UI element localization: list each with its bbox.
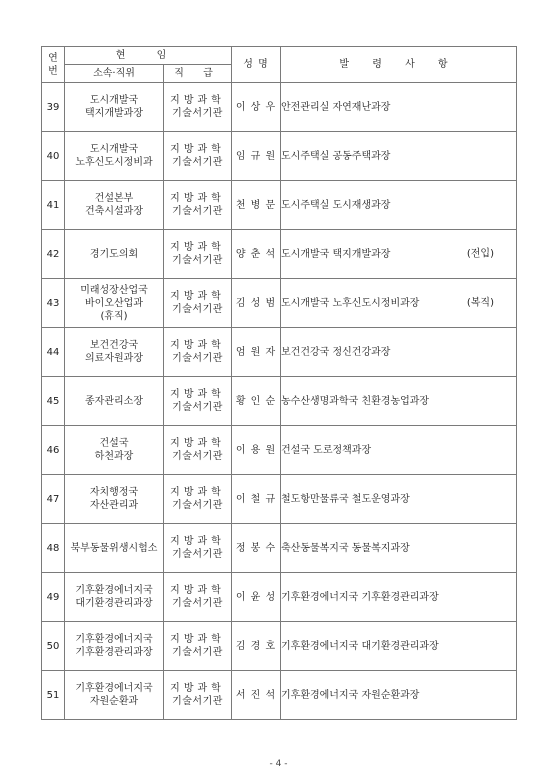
current-department: 종자관리소장 [65,377,164,426]
current-department: 도시개발국 노후신도시정비과 [65,132,164,181]
serial-number: 47 [42,475,65,524]
current-grade [164,230,232,279]
current-department: 건설본부 건축시설과장 [65,181,164,230]
table-header-row [42,47,517,65]
serial-number: 45 [42,377,65,426]
order-text: 기후환경에너지국 대기환경관리과장 [281,640,439,652]
grade-line-1: 지방과학 [170,487,225,498]
grade-line-2: 기술서기관 [172,108,223,119]
order-text: 기후환경에너지국 자원순환과장 [281,689,420,701]
person-name: 천 병 문 [232,181,281,230]
grade-line-2: 기술서기관 [172,598,223,609]
current-department: 미래성장산업국 바이오산업과 (휴직) [65,279,164,328]
appointment-order [281,377,517,426]
table-row [42,132,517,181]
current-department: 기후환경에너지국 대기환경관리과장 [65,573,164,622]
appointment-order [281,426,517,475]
person-name: 이 윤 성 [232,573,281,622]
grade-line-1: 지방과학 [170,95,225,106]
grade-line-2: 기술서기관 [172,549,223,560]
person-name: 이 철 규 [232,475,281,524]
current-grade [164,573,232,622]
header-grade: 직 급 [164,65,232,83]
appointment-order [281,230,517,279]
order-text: 도시주택실 공동주택과장 [281,150,391,162]
current-department: 보건건강국 의료자원과장 [65,328,164,377]
grade-line-2: 기술서기관 [172,451,223,462]
current-grade [164,524,232,573]
appointment-order [281,328,517,377]
order-note: (전입) [466,248,494,260]
grade-line-1: 지방과학 [170,389,225,400]
serial-number: 51 [42,671,65,720]
grade-line-2: 기술서기관 [172,696,223,707]
order-text: 축산동물복지국 동물복지과장 [281,542,410,554]
current-grade [164,426,232,475]
grade-line-2: 기술서기관 [172,500,223,511]
header-department-position: 소속·직위 [65,65,164,83]
header-name: 성 명 [232,47,281,83]
current-grade [164,622,232,671]
current-department: 기후환경에너지국 기후환경관리과장 [65,622,164,671]
serial-number: 42 [42,230,65,279]
table-body [42,83,517,720]
serial-number: 44 [42,328,65,377]
grade-line-2: 기술서기관 [172,157,223,168]
appointment-order [281,83,517,132]
serial-number: 49 [42,573,65,622]
header-appointment-order: 발 령 사 항 [281,47,517,83]
order-text: 안전관리실 자연재난과장 [281,101,391,113]
current-department: 경기도의회 [65,230,164,279]
grade-line-1: 지방과학 [170,536,225,547]
grade-line-1: 지방과학 [170,193,225,204]
current-grade [164,671,232,720]
serial-number: 41 [42,181,65,230]
order-text: 도시개발국 노후신도시정비과장 [281,297,420,309]
person-name: 서 진 석 [232,671,281,720]
appointment-order [281,181,517,230]
current-department: 북부동물위생시험소 [65,524,164,573]
grade-line-1: 지방과학 [170,340,225,351]
current-grade [164,328,232,377]
order-text: 도시개발국 택지개발과장 [281,248,391,260]
appointment-order [281,671,517,720]
person-name: 황 인 순 [232,377,281,426]
serial-number: 40 [42,132,65,181]
current-grade [164,377,232,426]
appointment-order [281,622,517,671]
grade-line-1: 지방과학 [170,438,225,449]
table-row [42,377,517,426]
person-name: 임 규 원 [232,132,281,181]
serial-number: 48 [42,524,65,573]
order-text: 건설국 도로정책과장 [281,444,372,456]
appointment-order [281,475,517,524]
grade-line-2: 기술서기관 [172,206,223,217]
page-number: - 4 - [269,759,288,769]
table-row [42,83,517,132]
appointment-order [281,573,517,622]
header-serial-number: 연 번 [42,47,65,83]
appointment-order [281,524,517,573]
serial-number: 43 [42,279,65,328]
grade-line-1: 지방과학 [170,144,225,155]
order-text: 농수산생명과학국 친환경농업과장 [281,395,430,407]
grade-line-1: 지방과학 [170,242,225,253]
grade-line-2: 기술서기관 [172,353,223,364]
grade-line-1: 지방과학 [170,291,225,302]
person-name: 김 성 범 [232,279,281,328]
current-grade [164,83,232,132]
order-text: 도시주택실 도시재생과장 [281,199,391,211]
order-text: 기후환경에너지국 기후환경관리과장 [281,591,439,603]
current-grade [164,279,232,328]
current-department: 건설국 하천과장 [65,426,164,475]
table-row [42,524,517,573]
appointment-table [41,46,517,720]
person-name: 이 상 우 [232,83,281,132]
header-current-position: 현 임 [65,47,232,65]
table-row [42,426,517,475]
grade-line-1: 지방과학 [170,683,225,694]
table-row [42,622,517,671]
grade-line-2: 기술서기관 [172,304,223,315]
person-name: 양 춘 석 [232,230,281,279]
serial-number: 46 [42,426,65,475]
table-row [42,475,517,524]
current-department: 자치행정국 자산관리과 [65,475,164,524]
grade-line-1: 지방과학 [170,585,225,596]
person-name: 엄 원 자 [232,328,281,377]
order-text: 철도항만물류국 철도운영과장 [281,493,410,505]
serial-number: 39 [42,83,65,132]
table-row [42,573,517,622]
serial-number: 50 [42,622,65,671]
person-name: 이 용 원 [232,426,281,475]
grade-line-2: 기술서기관 [172,402,223,413]
grade-line-2: 기술서기관 [172,255,223,266]
order-note: (복직) [466,297,494,309]
grade-line-2: 기술서기관 [172,647,223,658]
person-name: 정 봉 수 [232,524,281,573]
appointment-order [281,132,517,181]
current-grade [164,132,232,181]
table-row [42,230,517,279]
current-grade [164,181,232,230]
appointment-order [281,279,517,328]
table-row [42,328,517,377]
table-row [42,671,517,720]
current-department: 기후환경에너지국 자원순환과 [65,671,164,720]
current-department: 도시개발국 택지개발과장 [65,83,164,132]
current-grade [164,475,232,524]
person-name: 김 경 호 [232,622,281,671]
table-row [42,181,517,230]
table-row [42,279,517,328]
grade-line-1: 지방과학 [170,634,225,645]
order-text: 보건건강국 정신건강과장 [281,346,391,358]
